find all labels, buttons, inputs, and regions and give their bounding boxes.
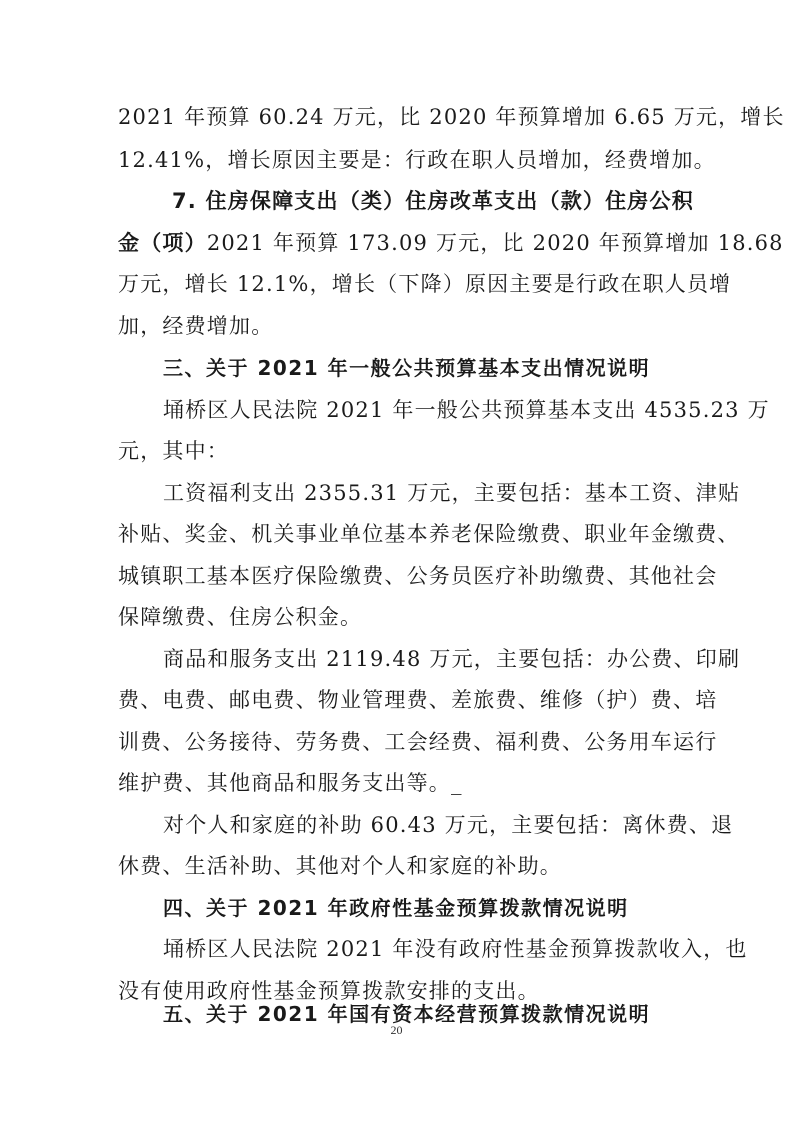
text-line: 费、电费、邮电费、物业管理费、差旅费、维修（护）费、培 — [118, 688, 718, 712]
text-line: 工资福利支出 2355.31 万元，主要包括：基本工资、津贴 — [163, 481, 741, 505]
section-heading-3: 三、关于 2021 年一般公共预算基本支出情况说明 — [163, 356, 651, 380]
section-heading-4: 四、关于 2021 年政府性基金预算拨款情况说明 — [163, 896, 629, 920]
text-line: 城镇职工基本医疗保险缴费、公务员医疗补助缴费、其他社会 — [118, 564, 718, 588]
text-line: 元，其中： — [118, 439, 229, 463]
page-number: 20 — [390, 1023, 403, 1037]
text-line: 对个人和家庭的补助 60.43 万元，主要包括：离休费、退 — [163, 813, 734, 837]
text-line: 保障缴费、住房公积金。 — [118, 605, 363, 629]
text-line: 训费、公务接待、劳务费、工会经费、福利费、公务用车运行 — [118, 730, 718, 754]
text-line: 埇桥区人民法院 2021 年一般公共预算基本支出 4535.23 万 — [163, 398, 770, 422]
text-line: 没有使用政府性基金预算拨款安排的支出。 — [118, 979, 540, 1003]
text-line: 休费、生活补助、其他对个人和家庭的补助。 — [118, 854, 562, 878]
text-line — [118, 229, 793, 257]
section-heading-5: 五、关于 2021 年国有资本经营预算拨款情况说明 — [163, 1002, 651, 1026]
text-line: 万元，增长 12.1%，增长（下降）原因主要是行政在职人员增 — [118, 272, 732, 296]
text-line: 商品和服务支出 2119.48 万元，主要包括：办公费、印刷 — [163, 647, 741, 671]
text-line: 维护费、其他商品和服务支出等。_ — [118, 771, 463, 795]
text-line: 埇桥区人民法院 2021 年没有政府性基金预算拨款收入，也 — [163, 937, 748, 961]
text-line: 加，经费增加。 — [118, 314, 274, 338]
text-line: 2021 年预算 60.24 万元，比 2020 年预算增加 6.65 万元，增长 — [118, 105, 785, 129]
text-span: 2021 年预算 173.09 万元，比 2020 年预算增加 18.68 — [206, 231, 784, 255]
text-line: 补贴、奖金、机关事业单位基本养老保险缴费、职业年金缴费、 — [118, 522, 740, 546]
text-line: 12.41%，增长原因主要是：行政在职人员增加，经费增加。 — [118, 148, 716, 172]
item-heading-7-cont: 金（项） — [118, 231, 207, 255]
item-heading-7: 7. 住房保障支出（类）住房改革支出（款）住房公积 — [172, 189, 694, 213]
